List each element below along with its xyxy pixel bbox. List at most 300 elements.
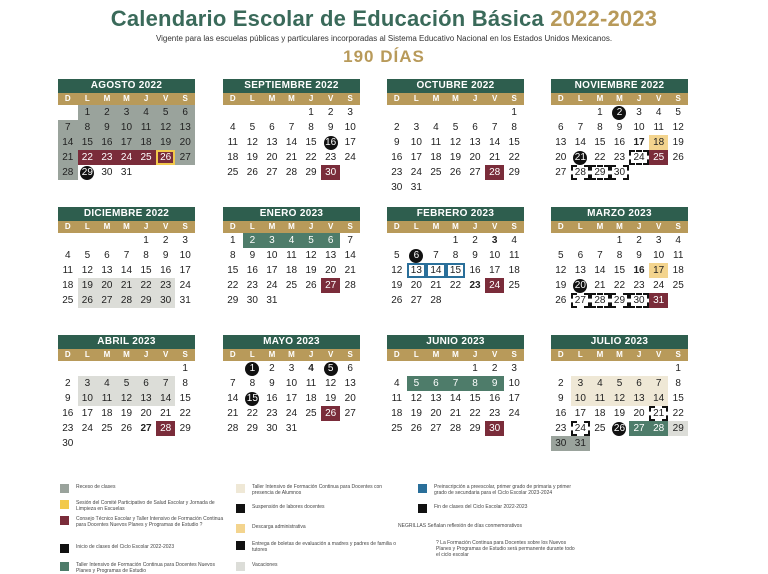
day-cell: 6 <box>175 105 195 120</box>
weekday-label: L <box>413 222 419 231</box>
day-cell: 10 <box>633 122 645 133</box>
day-cell: 8 <box>78 120 98 135</box>
day-cell: 25 <box>285 280 298 291</box>
day-cell <box>571 361 591 376</box>
day-cell: 23 <box>325 152 337 163</box>
weekday-label: M <box>123 94 130 103</box>
day-cell: 5 <box>301 233 321 248</box>
day-cell: 19 <box>246 152 258 163</box>
day-cell: 1 <box>597 107 603 118</box>
day-cell: 21 <box>594 280 606 291</box>
month-title: ABRIL 2023 <box>58 335 195 349</box>
legend-swatch <box>236 504 245 513</box>
weekday-label: M <box>432 350 440 359</box>
day-cell: 16 <box>325 137 337 148</box>
month-block <box>58 335 195 451</box>
day-cell: 15 <box>508 137 520 148</box>
day-cell: 30 <box>629 293 649 308</box>
day-cell: 1 <box>143 235 149 246</box>
day-cell: 16 <box>246 265 258 276</box>
day-cell: 20 <box>574 280 586 291</box>
day-cell: 17 <box>266 265 278 276</box>
day-cell: 5 <box>675 107 681 118</box>
day-cell: 16 <box>613 137 626 148</box>
day-cell: 2 <box>472 235 478 246</box>
day-cell <box>387 361 407 376</box>
day-cell <box>407 105 427 120</box>
day-cell: 10 <box>508 378 520 389</box>
day-cell: 14 <box>285 137 298 148</box>
day-cell: 1 <box>78 105 98 120</box>
day-cell: 6 <box>629 376 649 391</box>
day-cell: 30 <box>62 438 74 449</box>
day-cell: 6 <box>407 248 427 263</box>
day-cell <box>117 233 137 248</box>
day-cell: 19 <box>391 280 403 291</box>
day-cell: 2 <box>162 235 169 246</box>
weekday-header <box>58 349 195 361</box>
day-cell <box>78 233 98 248</box>
day-cell: 25 <box>305 408 317 419</box>
day-cell: 21 <box>344 265 356 276</box>
day-cell: 22 <box>136 278 156 293</box>
day-cell <box>407 233 427 248</box>
month-title: OCTUBRE 2022 <box>387 79 524 93</box>
day-cell: 29 <box>179 423 191 434</box>
day-cell: 25 <box>672 280 684 291</box>
page-title <box>0 6 768 32</box>
legend-label: Receso de clases <box>76 484 116 490</box>
day-cell: 5 <box>394 250 400 261</box>
day-cell: 18 <box>672 265 684 276</box>
weekday-label: L <box>84 94 90 103</box>
day-cell: 24 <box>508 408 520 419</box>
day-cell: 24 <box>266 280 278 291</box>
day-cell: 17 <box>489 265 501 276</box>
day-cell: 15 <box>227 265 239 276</box>
weekday-label: L <box>577 222 583 231</box>
day-cell: 9 <box>616 122 623 133</box>
day-cell: 28 <box>590 293 610 308</box>
day-grid <box>58 105 195 180</box>
day-cell: 20 <box>325 265 337 276</box>
day-cell: 11 <box>509 250 520 261</box>
day-cell <box>97 233 117 248</box>
day-cell: 14 <box>227 393 239 404</box>
day-cell: 24 <box>285 408 298 419</box>
weekday-label: D <box>64 350 71 359</box>
day-cell: 10 <box>410 137 422 148</box>
weekday-label: D <box>393 350 400 359</box>
legend-swatch <box>60 516 69 525</box>
weekday-label: D <box>393 222 400 231</box>
day-cell: 17 <box>285 393 298 404</box>
month-title: AGOSTO 2022 <box>58 79 195 93</box>
day-cell: 27 <box>555 167 567 178</box>
day-cell: 31 <box>410 182 422 193</box>
day-cell: 22 <box>227 280 239 291</box>
day-cell: 31 <box>649 293 669 308</box>
day-cell: 30 <box>551 436 571 451</box>
weekday-header <box>551 221 688 233</box>
day-cell: 28 <box>344 280 356 291</box>
title-main: Calendario Escolar de Educación Básica <box>110 6 544 31</box>
weekday-label: M <box>616 222 623 231</box>
day-cell: 11 <box>286 250 297 261</box>
day-cell: 29 <box>246 423 258 434</box>
day-cell: 18 <box>285 265 298 276</box>
day-cell: 27 <box>175 150 195 165</box>
day-cell: 16 <box>62 408 74 419</box>
day-cell: 31 <box>571 436 591 451</box>
day-cell: 7 <box>156 376 176 391</box>
day-cell: 9 <box>394 137 400 148</box>
day-cell: 20 <box>555 152 567 163</box>
day-cell: 4 <box>308 363 314 374</box>
day-cell: 30 <box>266 423 278 434</box>
day-cell <box>610 361 630 376</box>
day-cell: 26 <box>449 167 462 178</box>
title-year: 2022-2023 <box>550 6 658 31</box>
day-cell <box>58 361 78 376</box>
legend-label: ? La Formación Continua para Docentes sobre los Nuevos Planes y Programas de Estudio será permanente durante todo el ciclo escolar <box>436 540 575 558</box>
day-cell: 26 <box>156 150 176 165</box>
day-cell <box>590 233 610 248</box>
day-cell: 20 <box>175 135 195 150</box>
day-cell: 10 <box>78 391 98 406</box>
day-cell: 15 <box>446 263 466 278</box>
day-cell: 6 <box>136 376 156 391</box>
day-grid <box>223 233 360 308</box>
day-cell: 13 <box>101 265 113 276</box>
day-cell: 6 <box>347 363 353 374</box>
day-cell <box>485 105 505 120</box>
weekday-label: V <box>162 94 169 103</box>
day-cell: 21 <box>117 278 137 293</box>
day-cell: 11 <box>227 137 238 148</box>
day-cell: 10 <box>285 378 298 389</box>
day-grid <box>58 361 195 451</box>
day-grid <box>58 233 195 308</box>
day-cell: 13 <box>136 391 156 406</box>
day-cell <box>590 361 610 376</box>
day-cell <box>426 233 446 248</box>
weekday-label: M <box>452 350 459 359</box>
weekday-label: L <box>249 94 255 103</box>
weekday-label: S <box>511 222 517 231</box>
day-cell: 2 <box>327 107 334 118</box>
weekday-label: L <box>249 350 255 359</box>
day-cell: 7 <box>230 378 236 389</box>
day-cell <box>629 361 649 376</box>
weekday-label: S <box>675 222 681 231</box>
day-cell: 8 <box>452 250 459 261</box>
day-cell: 24 <box>571 421 591 436</box>
day-cell: 22 <box>508 152 520 163</box>
day-cell: 14 <box>344 250 356 261</box>
day-cell: 2 <box>269 363 275 374</box>
days-count: 190 DÍAS <box>343 47 425 66</box>
day-cell <box>58 233 78 248</box>
day-cell: 14 <box>489 137 501 148</box>
day-cell: 18 <box>508 265 520 276</box>
day-cell <box>551 105 571 120</box>
day-cell: 16 <box>489 393 501 404</box>
day-cell: 14 <box>574 137 586 148</box>
day-cell: 23 <box>613 152 626 163</box>
day-grid <box>223 105 360 180</box>
day-cell: 12 <box>410 393 422 404</box>
weekday-label: M <box>452 94 459 103</box>
day-cell: 8 <box>465 376 485 391</box>
day-cell: 17 <box>410 152 422 163</box>
day-cell: 19 <box>156 135 176 150</box>
legend-label: Entrega de boletas de evaluación a madres y padres de familia o tutores <box>252 541 396 553</box>
day-grid <box>223 361 360 436</box>
day-cell: 3 <box>511 363 517 374</box>
day-cell: 27 <box>140 423 152 434</box>
day-cell: 17 <box>508 393 520 404</box>
day-cell: 27 <box>344 408 356 419</box>
day-cell <box>465 105 485 120</box>
day-cell: 7 <box>446 376 466 391</box>
day-cell: 13 <box>469 137 481 148</box>
day-cell: 21 <box>430 280 442 291</box>
day-cell <box>426 361 446 376</box>
day-cell: 13 <box>344 378 356 389</box>
weekday-label: M <box>268 222 276 231</box>
weekday-label: L <box>249 222 255 231</box>
day-cell: 11 <box>653 122 664 133</box>
day-grid <box>551 105 688 180</box>
day-cell: 18 <box>594 408 606 419</box>
day-cell: 10 <box>653 250 665 261</box>
day-cell: 17 <box>344 137 356 148</box>
day-cell: 21 <box>285 152 298 163</box>
day-cell: 2 <box>65 378 71 389</box>
day-cell: 27 <box>321 278 341 293</box>
day-cell: 4 <box>433 122 439 133</box>
month-title: FEBRERO 2023 <box>387 207 524 221</box>
weekday-label: S <box>511 94 517 103</box>
day-cell: 11 <box>305 378 317 389</box>
day-cell: 27 <box>430 423 442 434</box>
day-cell: 20 <box>140 408 152 419</box>
day-cell: 3 <box>655 235 662 246</box>
weekday-label: M <box>103 350 111 359</box>
day-cell: 15 <box>305 137 317 148</box>
day-cell: 1 <box>472 363 478 374</box>
day-cell: 17 <box>81 408 93 419</box>
weekday-label: J <box>308 222 314 231</box>
weekday-label: V <box>491 222 498 231</box>
month-block <box>387 335 524 436</box>
day-cell <box>156 361 176 376</box>
day-cell: 6 <box>426 376 446 391</box>
day-cell: 28 <box>571 165 591 180</box>
day-cell: 29 <box>469 423 481 434</box>
day-cell: 5 <box>407 376 427 391</box>
day-cell: 7 <box>597 250 603 261</box>
day-cell: 13 <box>407 263 427 278</box>
weekday-label: S <box>182 222 188 231</box>
day-cell: 2 <box>558 378 564 389</box>
day-cell: 9 <box>65 393 71 404</box>
day-cell: 8 <box>182 378 188 389</box>
day-cell: 28 <box>449 423 462 434</box>
day-cell: 7 <box>288 122 295 133</box>
day-cell: 5 <box>452 122 459 133</box>
day-cell <box>136 361 156 376</box>
day-cell: 5 <box>156 105 176 120</box>
day-cell: 28 <box>649 421 669 436</box>
day-cell: 15 <box>78 135 98 150</box>
weekday-label: M <box>123 350 130 359</box>
legend-swatch <box>418 484 427 493</box>
day-cell: 16 <box>160 265 172 276</box>
day-cell: 11 <box>136 120 156 135</box>
day-cell: 29 <box>305 167 317 178</box>
day-cell: 14 <box>120 265 133 276</box>
day-cell: 27 <box>571 293 591 308</box>
month-title: JUNIO 2023 <box>387 335 524 349</box>
day-cell: 24 <box>81 423 93 434</box>
weekday-label: S <box>347 222 353 231</box>
weekday-header <box>223 93 360 105</box>
day-cell <box>446 105 466 120</box>
weekday-label: M <box>268 350 276 359</box>
day-cell: 2 <box>97 105 117 120</box>
day-cell: 24 <box>629 150 649 165</box>
day-cell: 21 <box>489 152 501 163</box>
weekday-label: M <box>288 94 295 103</box>
legend-swatch <box>418 504 427 513</box>
day-cell: 12 <box>610 391 630 406</box>
day-cell: 21 <box>574 152 586 163</box>
day-cell: 29 <box>590 165 610 180</box>
day-cell: 26 <box>613 423 626 434</box>
weekday-label: S <box>511 350 517 359</box>
day-cell: 25 <box>508 280 520 291</box>
day-cell: 8 <box>511 122 517 133</box>
day-cell: 6 <box>577 250 584 261</box>
weekday-label: J <box>143 350 149 359</box>
day-cell: 15 <box>672 393 684 404</box>
weekday-label: S <box>347 94 353 103</box>
weekday-label: J <box>308 94 314 103</box>
weekday-label: V <box>162 222 169 231</box>
day-cell: 13 <box>325 250 337 261</box>
day-cell: 18 <box>305 393 317 404</box>
day-cell: 5 <box>117 376 137 391</box>
month-block <box>223 335 360 436</box>
day-cell: 1 <box>616 235 623 246</box>
day-cell: 23 <box>555 423 567 434</box>
day-cell: 28 <box>227 423 239 434</box>
day-cell <box>649 361 669 376</box>
day-cell: 13 <box>629 391 649 406</box>
weekday-label: J <box>143 222 149 231</box>
day-cell: 1 <box>452 235 459 246</box>
day-cell <box>426 105 446 120</box>
legend-label: Sesión del Comité Participativo de Salud Escolar y Jornada de Limpieza en Escuelas <box>76 500 215 512</box>
weekday-label: M <box>616 94 623 103</box>
day-cell: 4 <box>282 233 302 248</box>
day-cell: 24 <box>179 280 191 291</box>
day-cell: 2 <box>243 233 263 248</box>
legend-swatch <box>236 562 245 571</box>
day-cell: 9 <box>97 120 117 135</box>
day-cell: 4 <box>136 105 156 120</box>
legend-swatch <box>60 562 69 571</box>
day-cell: 9 <box>249 250 256 261</box>
day-cell: 9 <box>327 122 334 133</box>
day-cell: 31 <box>285 423 298 434</box>
day-cell: 25 <box>594 423 606 434</box>
day-cell: 22 <box>78 150 98 165</box>
day-cell: 20 <box>410 280 422 291</box>
day-cell: 9 <box>269 378 275 389</box>
day-cell: 11 <box>673 250 684 261</box>
day-cell: 1 <box>182 363 188 374</box>
day-cell: 20 <box>344 393 356 404</box>
weekday-label: D <box>229 350 236 359</box>
weekday-label: M <box>268 94 276 103</box>
day-cell: 17 <box>117 135 137 150</box>
day-cell: 30 <box>485 421 505 436</box>
weekday-label: J <box>308 350 314 359</box>
legend-swatch <box>236 541 245 550</box>
day-cell: 22 <box>469 408 481 419</box>
weekday-label: S <box>675 350 681 359</box>
day-cell <box>571 105 591 120</box>
weekday-label: J <box>636 222 642 231</box>
weekday-label: M <box>288 222 295 231</box>
day-cell: 28 <box>430 295 442 306</box>
day-cell: 14 <box>58 135 78 150</box>
day-cell: 28 <box>485 165 505 180</box>
weekday-header <box>223 221 360 233</box>
day-cell: 30 <box>246 295 258 306</box>
day-cell: 18 <box>101 408 113 419</box>
day-cell: 16 <box>555 408 567 419</box>
day-cell: 29 <box>81 167 93 178</box>
legend-swatch <box>236 524 245 533</box>
day-cell: 21 <box>58 150 78 165</box>
day-cell: 25 <box>649 150 669 165</box>
day-cell: 18 <box>391 408 403 419</box>
day-cell: 3 <box>288 363 295 374</box>
day-cell: 15 <box>613 265 626 276</box>
day-cell <box>97 361 117 376</box>
day-cell: 3 <box>571 376 591 391</box>
day-cell: 6 <box>472 122 478 133</box>
day-cell: 8 <box>675 378 681 389</box>
weekday-label: L <box>413 350 419 359</box>
day-cell: 16 <box>391 152 403 163</box>
day-cell: 4 <box>511 235 517 246</box>
day-cell <box>446 361 466 376</box>
day-cell: 4 <box>655 107 662 118</box>
day-cell: 3 <box>78 376 98 391</box>
day-cell: 23 <box>156 278 176 293</box>
calendar-header <box>0 6 768 67</box>
day-cell: 19 <box>120 408 133 419</box>
day-cell: 12 <box>117 391 137 406</box>
day-cell: 23 <box>391 167 403 178</box>
day-cell: 2 <box>491 363 498 374</box>
month-title: MARZO 2023 <box>551 207 688 221</box>
